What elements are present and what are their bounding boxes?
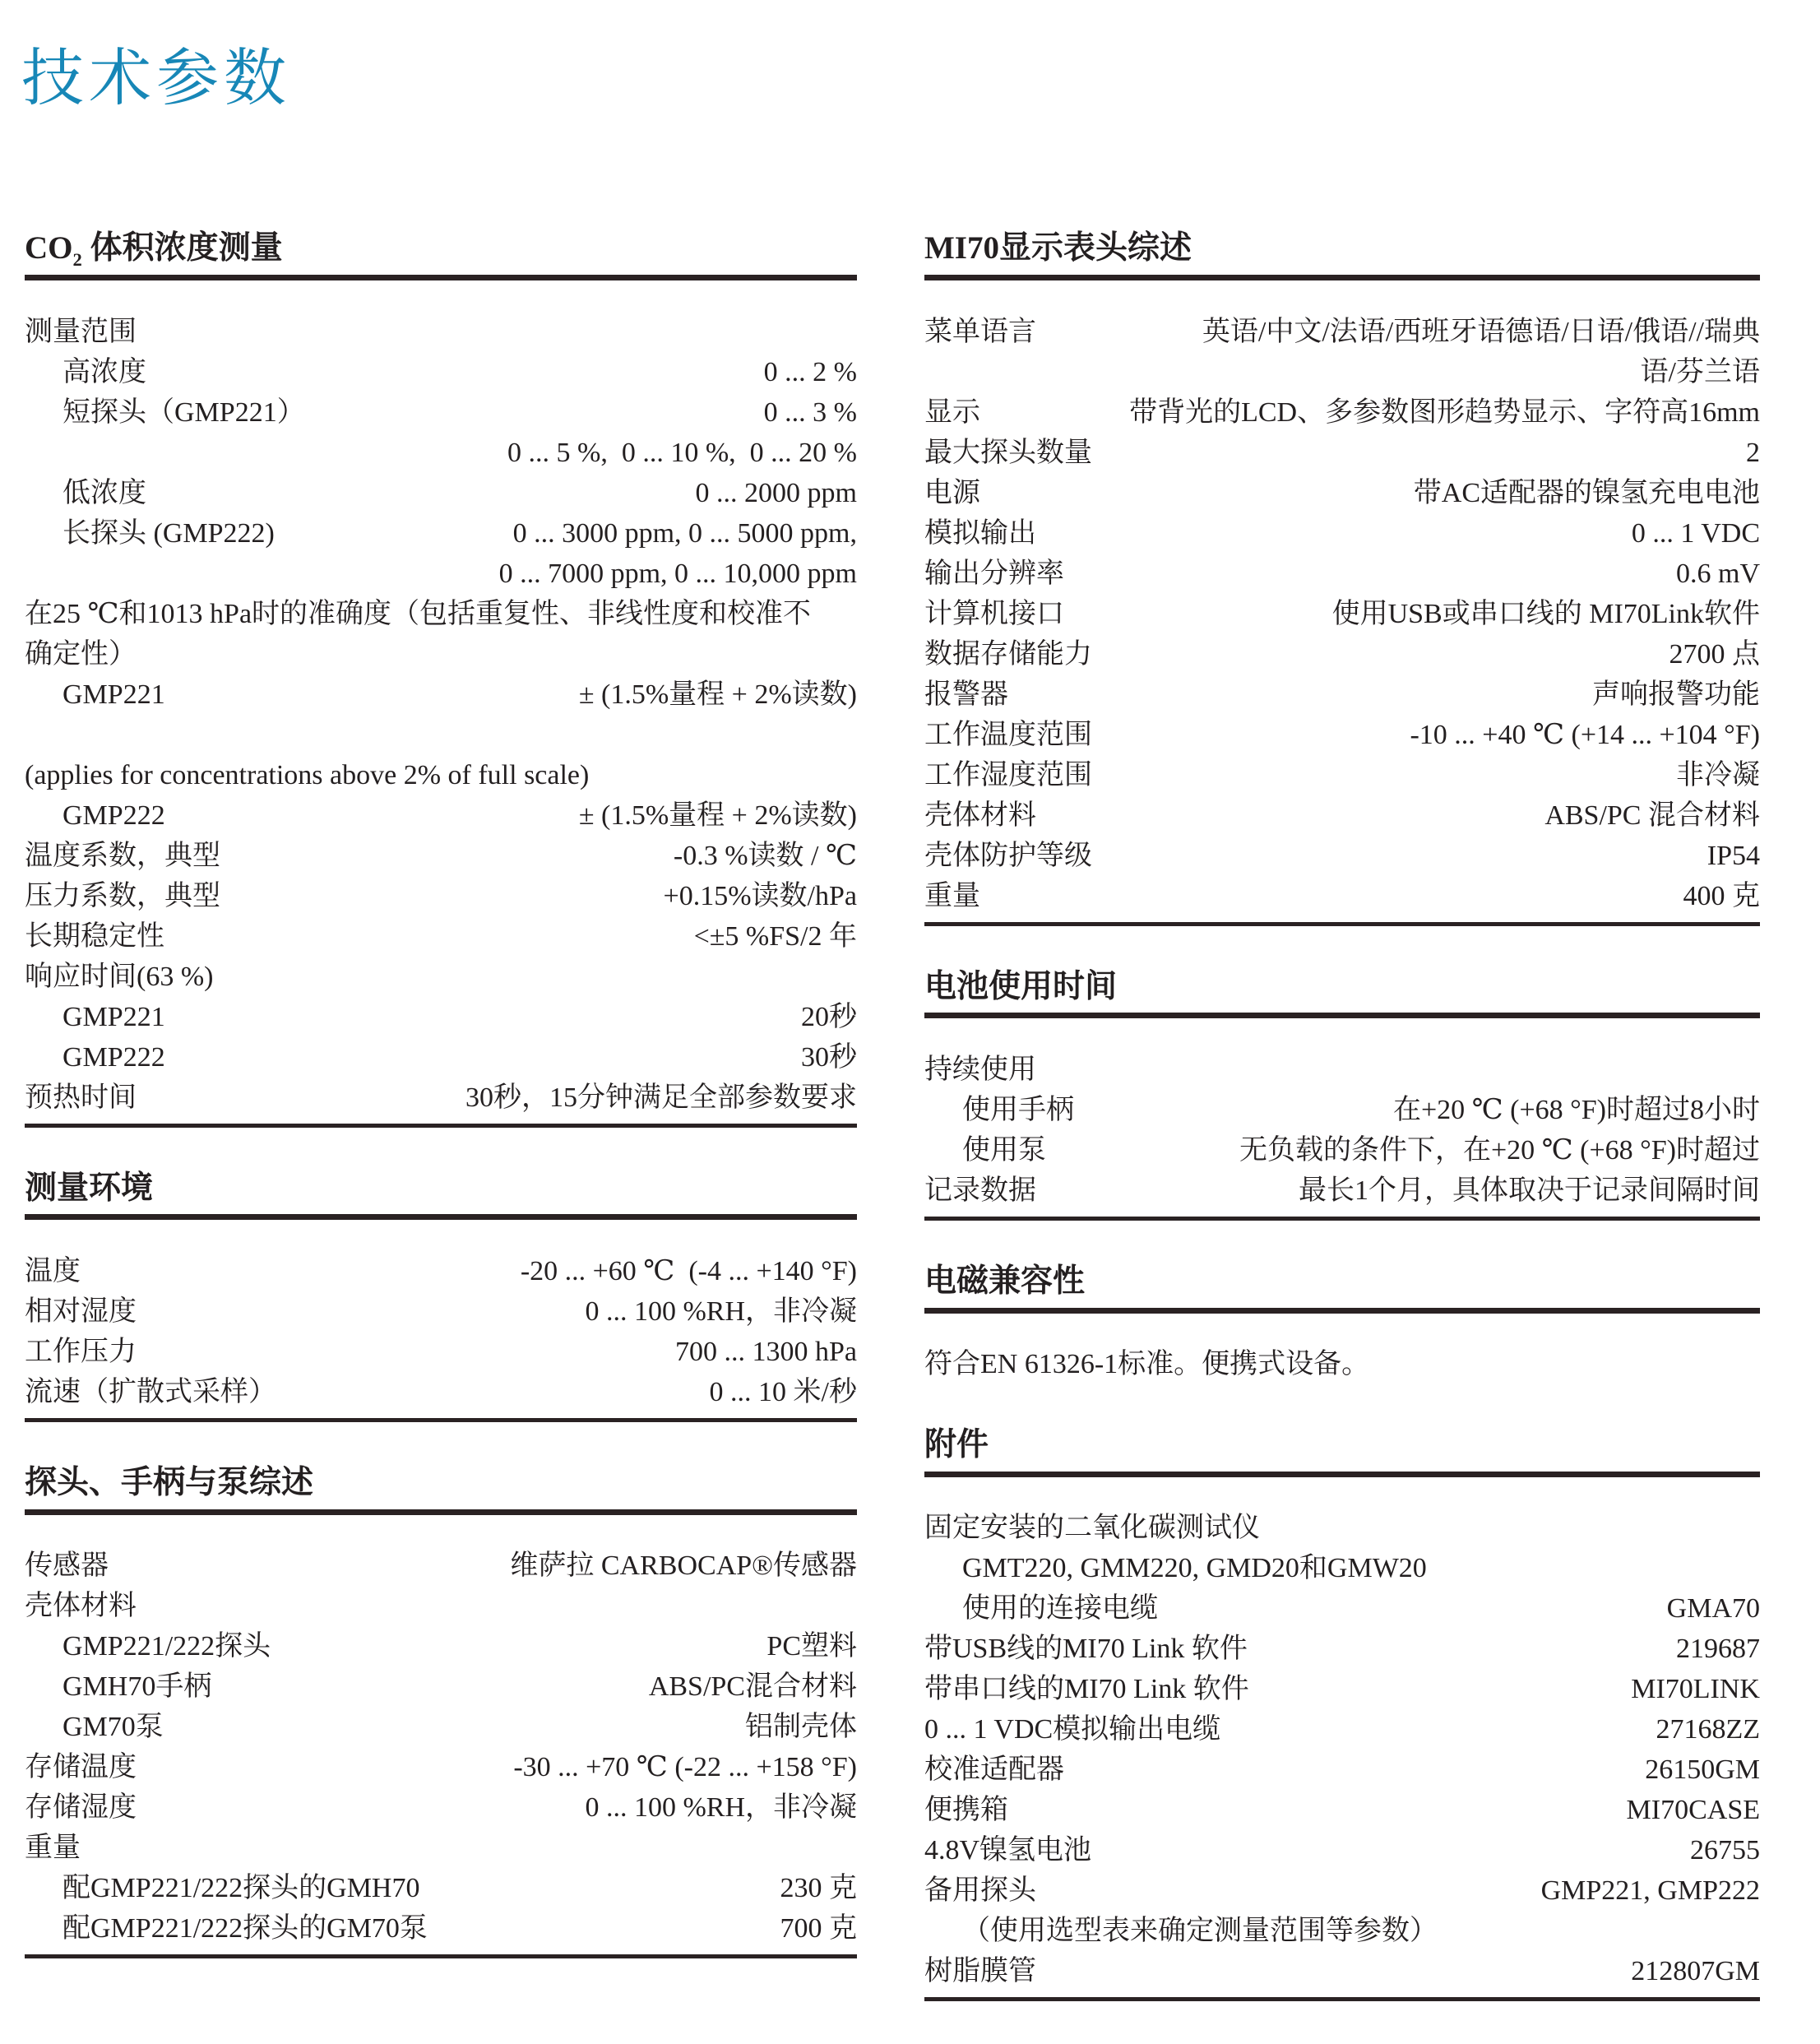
row-label: 重量 <box>25 1832 81 1863</box>
spec-section <box>924 1263 1760 1384</box>
row-value: ± (1.5%量程 + 2%读数) <box>578 800 857 831</box>
section-bottom-rule <box>25 1418 857 1422</box>
row-value: GMP221, GMP222 <box>1540 1875 1760 1907</box>
section-title <box>25 230 857 280</box>
row-label: （使用选型表来确定测量范围等参数） <box>962 1916 1438 1947</box>
row-value: 20秒 <box>801 1001 857 1032</box>
row-label: 存储温度 <box>25 1751 137 1782</box>
spec-row <box>25 1626 857 1666</box>
spec-row <box>924 554 1760 594</box>
row-label: 配GMP221/222探头的GM70泵 <box>63 1912 428 1944</box>
row-value: 219687 <box>1676 1634 1760 1665</box>
row-value: 0 ... 1 VDC <box>1631 517 1760 549</box>
spec-row <box>25 795 857 836</box>
row-value: GMA70 <box>1666 1593 1760 1625</box>
row-label: 温度 <box>25 1255 81 1286</box>
row-value: 400 克 <box>1683 880 1760 911</box>
row-value: 带AC适配器的镍氢充电电池 <box>1413 477 1760 508</box>
section-body <box>25 1541 857 1949</box>
row-value: 30秒 <box>801 1041 857 1073</box>
spec-row <box>25 1078 857 1118</box>
row-label: 最大探头数量 <box>924 437 1092 468</box>
row-label: 传感器 <box>25 1550 109 1581</box>
row-label: GM70泵 <box>63 1711 164 1742</box>
row-value: +0.15%读数/hPa <box>663 880 857 911</box>
row-value: 700 ... 1300 hPa <box>675 1336 857 1367</box>
spec-row <box>25 1546 857 1586</box>
spec-section <box>924 969 1760 1221</box>
spec-row <box>25 1828 857 1868</box>
spec-row <box>25 1747 857 1787</box>
row-label: 使用手柄 <box>962 1094 1074 1125</box>
row-value: -10 ... +40 ℃ (+14 ... +104 °F) <box>1410 719 1760 750</box>
row-value: 0 ... 100 %RH，非冷凝 <box>585 1791 857 1823</box>
row-value: 非冷凝 <box>1676 759 1760 790</box>
spec-row <box>924 392 1760 433</box>
row-value: 维萨拉 CARBOCAP®传感器 <box>510 1550 857 1581</box>
spec-row <box>924 1508 1760 1548</box>
row-value: -0.3 %读数 / ℃ <box>673 840 857 871</box>
row-value: MI70LINK <box>1631 1674 1760 1705</box>
row-value: 英语/中文/法语/西班牙语德语/日语/俄语//瑞典 <box>1202 316 1760 347</box>
spec-row <box>25 1586 857 1626</box>
spec-row <box>25 755 857 795</box>
row-label: 校准适配器 <box>924 1754 1064 1786</box>
spec-row <box>924 1669 1760 1709</box>
section-title <box>924 969 1760 1019</box>
spec-row <box>924 795 1760 836</box>
row-label: GMH70手柄 <box>63 1671 212 1702</box>
row-value: -20 ... +60 ℃ (-4 ... +140 °F) <box>520 1255 857 1286</box>
spec-row <box>924 1709 1760 1750</box>
spec-section <box>25 230 857 1127</box>
row-label: 工作压力 <box>25 1336 137 1367</box>
row-label: 存储湿度 <box>25 1791 137 1823</box>
spec-row <box>25 997 857 1037</box>
row-label: 低浓度 <box>63 477 146 508</box>
spec-section <box>924 230 1760 925</box>
spec-row <box>924 755 1760 795</box>
spec-row <box>924 1344 1760 1384</box>
row-label: 记录数据 <box>924 1175 1036 1206</box>
row-label: 符合EN 61326-1标准。便携式设备。 <box>924 1348 1370 1379</box>
section-body <box>924 308 1760 916</box>
row-label: GMP222 <box>63 800 165 831</box>
row-value: 最长1个月，具体取决于记录间隔时间 <box>1299 1175 1760 1206</box>
row-value: 26755 <box>1690 1835 1760 1866</box>
section-title <box>924 1427 1760 1477</box>
row-label: GMP221 <box>63 1001 165 1032</box>
row-label: 长探头 (GMP222) <box>63 517 275 549</box>
row-label: 固定安装的二氧化碳测试仪 <box>924 1513 1260 1544</box>
spec-row <box>25 1908 857 1949</box>
spec-row <box>924 1870 1760 1911</box>
row-label: 备用探头 <box>924 1875 1036 1907</box>
spec-row <box>25 916 857 957</box>
section-body <box>924 1045 1760 1211</box>
row-label: GMP221/222探头 <box>63 1630 271 1662</box>
row-label: 温度系数，典型 <box>25 840 220 871</box>
section-title-suffix: 体积浓度测量 <box>81 230 283 267</box>
row-label: 壳体防护等级 <box>924 840 1092 871</box>
spec-row <box>25 433 857 473</box>
row-label: 重量 <box>924 880 980 911</box>
spec-row <box>25 957 857 997</box>
spec-row <box>25 1332 857 1372</box>
spec-row <box>25 1251 857 1291</box>
row-value: 语/芬兰语 <box>1640 356 1760 387</box>
row-value: 2700 点 <box>1669 638 1760 670</box>
row-label: 持续使用 <box>924 1054 1036 1085</box>
spec-row <box>25 594 857 634</box>
spec-row <box>924 1170 1760 1211</box>
row-value: 带背光的LCD、多参数图形趋势显示、字符高16mm <box>1129 396 1760 428</box>
spec-row <box>924 1830 1760 1870</box>
row-value: 无负载的条件下，在+20 ℃ (+68 °F)时超过 <box>1239 1134 1760 1166</box>
spec-row <box>924 1588 1760 1629</box>
row-value: 30秒，15分钟满足全部参数要求 <box>465 1082 857 1113</box>
row-label: 配GMP221/222探头的GMH70 <box>63 1872 420 1903</box>
row-value: 26150GM <box>1645 1754 1760 1786</box>
row-label: 模拟输出 <box>924 517 1036 549</box>
row-value: PC塑料 <box>766 1630 857 1662</box>
row-label: 0 ... 1 VDC模拟输出电缆 <box>924 1714 1221 1745</box>
spec-row <box>924 473 1760 513</box>
row-label: GMT220, GMM220, GMD20和GMW20 <box>962 1553 1427 1584</box>
row-label: 电源 <box>924 477 980 508</box>
row-label: 短探头（GMP221） <box>63 396 305 428</box>
spec-row <box>25 674 857 715</box>
section-bottom-rule <box>924 1217 1760 1221</box>
row-label: 带USB线的MI70 Link 软件 <box>924 1634 1248 1665</box>
section-title-prefix: 测量环境 <box>25 1170 154 1206</box>
spec-row <box>25 312 857 352</box>
row-label: 工作湿度范围 <box>924 759 1092 790</box>
row-value: 27168ZZ <box>1656 1714 1760 1745</box>
spec-row <box>924 1548 1760 1588</box>
row-label: 树脂膜管 <box>924 1956 1036 1987</box>
row-label: 4.8V镍氢电池 <box>924 1835 1092 1866</box>
section-title <box>25 1170 857 1221</box>
row-label: 计算机接口 <box>924 598 1064 629</box>
section-title-prefix: 电磁兼容性 <box>924 1263 1086 1299</box>
spec-row <box>924 1951 1760 1991</box>
row-value: 0 ... 10 米/秒 <box>709 1376 857 1407</box>
section-title-prefix: CO <box>25 230 73 267</box>
row-label: 显示 <box>924 396 980 428</box>
row-value: <±5 %FS/2 年 <box>693 920 857 952</box>
spec-row <box>924 1790 1760 1830</box>
row-value: 0 ... 3 % <box>763 396 857 428</box>
row-value: 0 ... 2 % <box>763 356 857 387</box>
spec-row <box>25 634 857 674</box>
row-label: 压力系数，典型 <box>25 880 220 911</box>
row-label: 响应时间(63 %) <box>25 961 214 992</box>
row-label: 带串口线的MI70 Link 软件 <box>924 1674 1249 1705</box>
row-label: 数据存储能力 <box>924 638 1092 670</box>
spec-section <box>25 1465 857 1958</box>
spec-row <box>25 1666 857 1707</box>
row-label: 工作温度范围 <box>924 719 1092 750</box>
spec-row <box>25 392 857 433</box>
row-value: 0 ... 7000 ppm, 0 ... 10,000 ppm <box>498 558 857 589</box>
row-label: 使用泵 <box>962 1134 1046 1166</box>
spec-row <box>924 1750 1760 1790</box>
section-title <box>924 230 1760 280</box>
spec-row <box>924 312 1760 352</box>
row-label: 菜单语言 <box>924 316 1036 347</box>
spacer-row <box>25 715 857 755</box>
section-bottom-rule <box>25 1124 857 1128</box>
row-label: 测量范围 <box>25 316 137 347</box>
spec-row <box>924 715 1760 755</box>
spec-row <box>924 433 1760 473</box>
row-value: 0 ... 2000 ppm <box>695 477 857 508</box>
row-label: 相对湿度 <box>25 1295 137 1327</box>
spec-row <box>25 473 857 513</box>
section-bottom-rule <box>25 1954 857 1958</box>
section-title-prefix: 电池使用时间 <box>924 968 1118 1004</box>
row-label: 预热时间 <box>25 1082 137 1113</box>
spec-section <box>25 1170 857 1422</box>
spec-row <box>25 1291 857 1332</box>
spec-row <box>25 513 857 554</box>
spec-row <box>25 1372 857 1412</box>
spec-row <box>924 634 1760 674</box>
section-title-prefix: 附件 <box>924 1426 989 1462</box>
section-title <box>25 1465 857 1515</box>
section-title-sub: 2 <box>72 249 82 271</box>
spec-row <box>924 352 1760 392</box>
spec-row <box>25 876 857 916</box>
section-title-prefix: MI70显示表头综述 <box>924 230 1192 267</box>
row-value: ± (1.5%量程 + 2%读数) <box>578 679 857 710</box>
row-label: 确定性） <box>25 638 137 670</box>
spec-row <box>25 1868 857 1908</box>
row-value: 0.6 mV <box>1676 558 1760 589</box>
section-body <box>25 308 857 1118</box>
row-label: 使用的连接电缆 <box>962 1593 1158 1625</box>
section-bottom-rule <box>924 1997 1760 2001</box>
spec-row <box>25 1707 857 1747</box>
row-label: 长期稳定性 <box>25 920 164 952</box>
row-value: 0 ... 5 %, 0 ... 10 %, 0 ... 20 % <box>507 437 857 468</box>
spec-row <box>25 352 857 392</box>
section-title-prefix: 探头、手柄与泵综述 <box>25 1464 314 1500</box>
row-value: 0 ... 100 %RH，非冷凝 <box>585 1295 857 1327</box>
row-label: 报警器 <box>924 679 1008 710</box>
spec-row <box>25 1037 857 1078</box>
spec-row <box>924 1911 1760 1951</box>
row-label: GMP222 <box>63 1041 165 1073</box>
row-label: 便携箱 <box>924 1795 1008 1826</box>
spec-row <box>25 836 857 876</box>
spec-row <box>924 674 1760 715</box>
row-value: 230 克 <box>780 1872 857 1903</box>
right-column <box>924 204 1760 2044</box>
row-label: (applies for concentrations above 2% of full scale) <box>25 759 590 790</box>
spec-row <box>924 513 1760 554</box>
row-value: MI70CASE <box>1626 1795 1760 1826</box>
left-column <box>25 204 857 2001</box>
row-value: 使用USB或串口线的 MI70Link软件 <box>1331 598 1760 629</box>
row-value: -30 ... +70 ℃ (-22 ... +158 °F) <box>513 1751 857 1782</box>
row-value: ABS/PC 混合材料 <box>1544 800 1760 831</box>
row-value: 2 <box>1746 437 1760 468</box>
row-label: 壳体材料 <box>924 800 1036 831</box>
row-value: 铝制壳体 <box>745 1711 857 1742</box>
spec-row <box>924 1130 1760 1170</box>
spec-row <box>924 876 1760 916</box>
row-value: 700 克 <box>780 1912 857 1944</box>
section-bottom-rule <box>924 922 1760 926</box>
row-value: IP54 <box>1707 840 1760 871</box>
page-title: 技术参数 <box>21 44 291 114</box>
row-label: 壳体材料 <box>25 1590 137 1621</box>
row-value: ABS/PC混合材料 <box>648 1671 857 1702</box>
spec-section <box>924 1427 1760 2001</box>
row-label: 流速（扩散式采样） <box>25 1376 276 1407</box>
spec-row <box>25 1787 857 1828</box>
spec-row <box>25 554 857 594</box>
section-title <box>924 1263 1760 1314</box>
section-body <box>924 1340 1760 1384</box>
spec-row <box>924 1629 1760 1669</box>
spec-row <box>924 594 1760 634</box>
row-label: 输出分辨率 <box>924 558 1064 589</box>
spec-row <box>924 1090 1760 1130</box>
row-value: 0 ... 3000 ppm, 0 ... 5000 ppm, <box>512 517 857 549</box>
section-body <box>924 1504 1760 1991</box>
spec-row <box>924 1050 1760 1090</box>
row-label: 高浓度 <box>63 356 146 387</box>
row-value: 声响报警功能 <box>1592 679 1760 710</box>
row-value: 在+20 ℃ (+68 °F)时超过8小时 <box>1392 1094 1760 1125</box>
row-label: 在25 ℃和1013 hPa时的准确度（包括重复性、非线性度和校准不 <box>25 598 812 629</box>
section-body <box>25 1247 857 1412</box>
row-label: GMP221 <box>63 679 165 710</box>
row-value: 212807GM <box>1631 1956 1760 1987</box>
spec-row <box>924 836 1760 876</box>
